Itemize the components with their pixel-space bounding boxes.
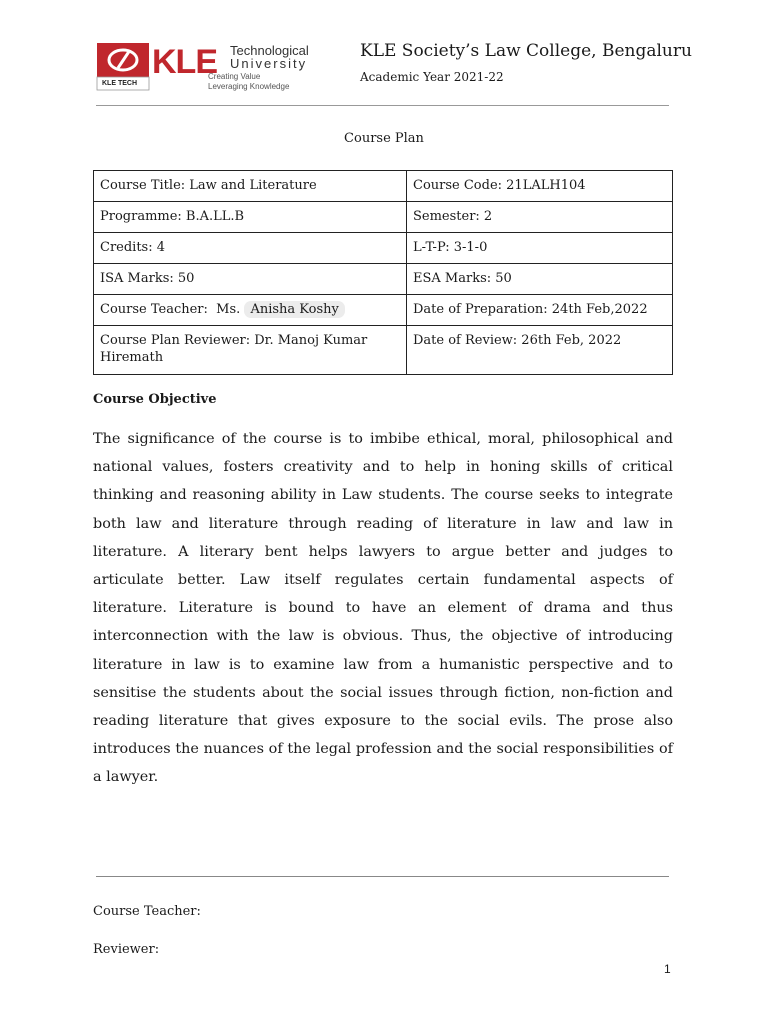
reviewer-cell: Course Plan Reviewer: Dr. Manoj Kumar Hiremath: [94, 326, 407, 375]
college-name: KLE Society’s Law College, Bengaluru: [360, 41, 692, 61]
logo-badge: KLE TECH: [102, 80, 137, 87]
table-row: [94, 326, 673, 375]
table-row: [94, 295, 673, 326]
logo-tagline2: Leveraging Knowledge: [208, 82, 290, 91]
page-title: Course Plan: [344, 131, 424, 146]
objective-heading: Course Objective: [93, 392, 217, 407]
logo-brand: KLE: [152, 43, 217, 81]
course-teacher-cell: [94, 295, 407, 326]
preparation-date-cell: Date of Preparation: 24th Feb,2022: [407, 295, 673, 326]
signature-divider: [96, 876, 669, 877]
page-number: 1: [664, 962, 671, 976]
table-row: [94, 264, 673, 295]
review-date-cell: Date of Review: 26th Feb, 2022: [407, 326, 673, 375]
university-logo: [96, 42, 320, 92]
table-row: [94, 233, 673, 264]
logo-tech-line1: Technological: [230, 43, 309, 58]
table-row: [94, 202, 673, 233]
programme-cell: Programme: B.A.LL.B: [94, 202, 407, 233]
esa-marks-cell: ESA Marks: 50: [407, 264, 673, 295]
semester-cell: Semester: 2: [407, 202, 673, 233]
course-code-cell: Course Code: 21LALH104: [407, 171, 673, 202]
course-teacher-label: Course Teacher: Ms.: [100, 302, 241, 317]
logo-tagline1: Creating Value: [208, 72, 261, 81]
course-info-table: [93, 170, 673, 375]
reviewer-signature-label: Reviewer:: [93, 942, 160, 957]
objective-paragraph: The significance of the course is to imbibe ethical, moral, philosophical and national values, fosters creativity and to help in honing skills of critical thinking and reasoning ability in Law students. The course seeks to integrate both law and literature through reading of literature in law and law in literature. A literary bent helps lawyers to argue better and judges to articulate better. Law itself regulates certain fundamental aspects of literature. Literature is bound to have an element of drama and thus interconnection with the law is obvious. Thus, the objective of introducing literature in law is to examine law from a humanistic perspective and to sensitise the students about the social issues through fiction, non-fiction and reading literature that gives exposure to the social evils. The prose also introduces the nuances of the legal profession and the social responsibilities of a lawyer.: [93, 431, 673, 786]
table-row: [94, 171, 673, 202]
credits-cell: Credits: 4: [94, 233, 407, 264]
isa-marks-cell: ISA Marks: 50: [94, 264, 407, 295]
ltp-cell: L-T-P: 3-1-0: [407, 233, 673, 264]
course-title-cell: Course Title: Law and Literature: [94, 171, 407, 202]
header-divider: [96, 105, 669, 106]
teacher-signature-label: Course Teacher:: [93, 904, 201, 919]
logo-tech-line2: University: [230, 56, 308, 71]
academic-year: Academic Year 2021-22: [360, 70, 504, 84]
teacher-name: Anisha Koshy: [244, 301, 344, 318]
